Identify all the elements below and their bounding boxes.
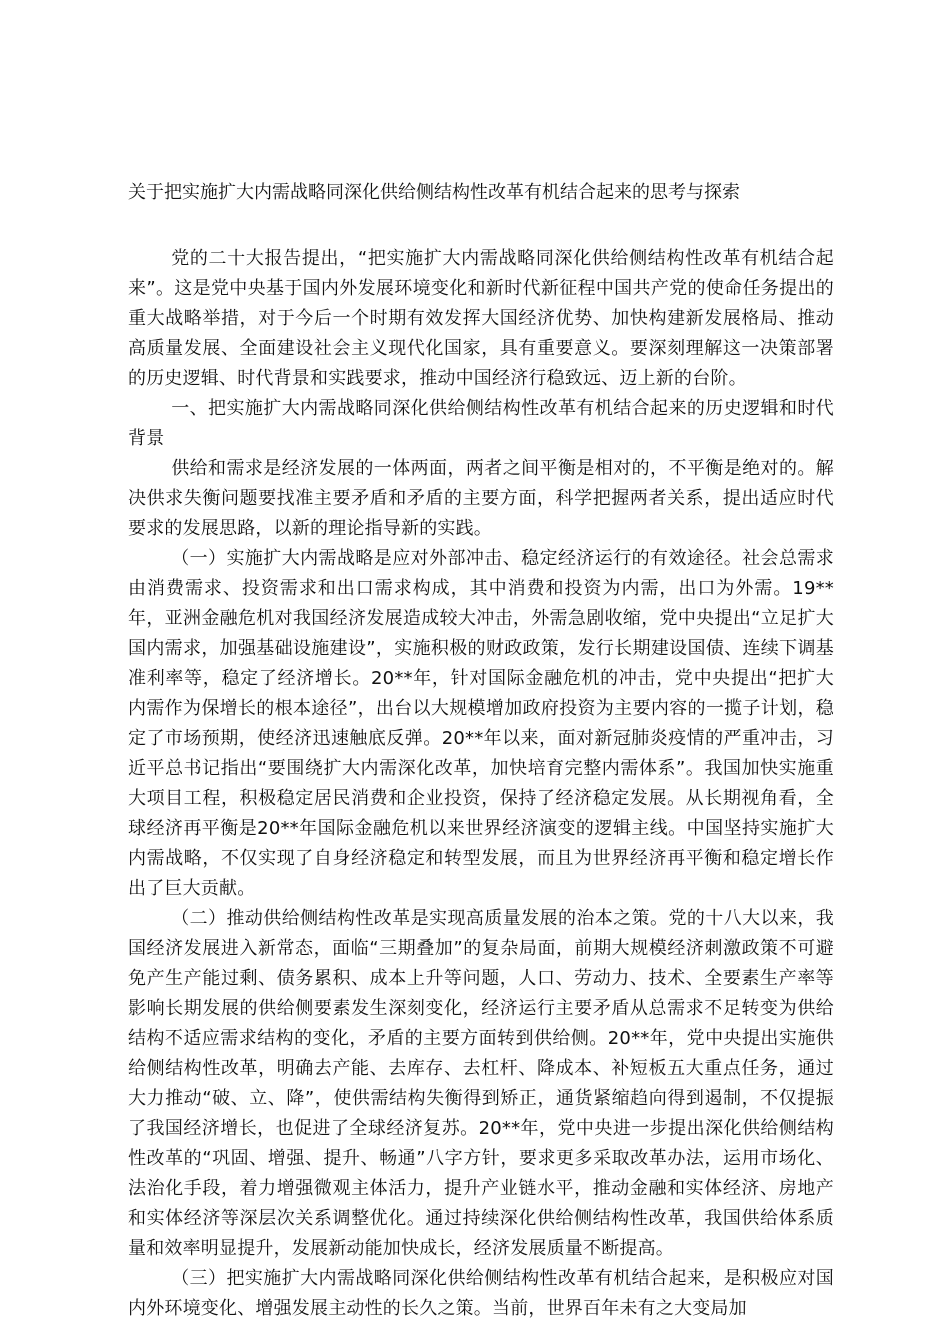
intro-paragraph: 党的二十大报告提出，“把实施扩大内需战略同深化供给侧结构性改革有机结合起来”。这是党中央基于国内外发展环境变化和新时代新征程中国共产党的使命任务提出的重大战略举措，对于今后一个时期有效发挥大国经济优势、加快构建新发展格局、推动高质量发展、全面建设社会主义现代化国家，具有重要意义。要深刻理解这一决策部署的历史逻辑、时代背景和实践要求，推动中国经济行稳致远、迈上新的台阶。 — [128, 248, 834, 389]
subsection-1-paragraph: （一）实施扩大内需战略是应对外部冲击、稳定经济运行的有效途径。社会总需求由消费需求、投资需求和出口需求构成，其中消费和投资为内需，出口为外需。19**年，亚洲金融危机对我国经济发展造成较大冲击，外需急剧收缩，党中央提出“立足扩大国内需求，加强基础设施建设”，实施积极的财政政策，发行长期建设国债、连续下调基准利率等，稳定了经济增长。20**年，针对国际金融危机的冲击，党中央提出“把扩大内需作为保增长的根本途径”，出台以大规模增加政府投资为主要内容的一揽子计划，稳定了市场预期，使经济迅速触底反弹。20**年以来，面对新冠肺炎疫情的严重冲击，习近平总书记指出“要围绕扩大内需深化改革，加快培育完整内需体系”。我国加快实施重大项目工程，积极稳定居民消费和企业投资，保持了经济稳定发展。从长期视角看，全球经济再平衡是20**年国际金融危机以来世界经济演变的逻辑主线。中国坚持实施扩大内需战略，不仅实现了自身经济稳定和转型发展，而且为世界经济再平衡和稳定增长作出了巨大贡献。 — [128, 548, 834, 899]
section-heading-1: 一、把实施扩大内需战略同深化供给侧结构性改革有机结合起来的历史逻辑和时代背景 — [128, 398, 834, 449]
section-1-paragraph: 供给和需求是经济发展的一体两面，两者之间平衡是相对的，不平衡是绝对的。解决供求失衡问题要找准主要矛盾和矛盾的主要方面，科学把握两者关系，提出适应时代要求的发展思路，以新的理论指导新的实践。 — [128, 458, 834, 539]
document-content — [128, 178, 834, 1324]
document-title: 关于把实施扩大内需战略同深化供给侧结构性改革有机结合起来的思考与探索 — [128, 182, 740, 203]
document-body — [128, 244, 834, 1324]
subsection-3-paragraph: （三）把实施扩大内需战略同深化供给侧结构性改革有机结合起来，是积极应对国内外环境变化、增强发展主动性的长久之策。当前，世界百年未有之大变局加 — [128, 1268, 834, 1319]
subsection-2-paragraph: （二）推动供给侧结构性改革是实现高质量发展的治本之策。党的十八大以来，我国经济发展进入新常态，面临“三期叠加”的复杂局面，前期大规模经济刺激政策不可避免产生产能过剩、债务累积、成本上升等问题，人口、劳动力、技术、全要素生产率等影响长期发展的供给侧要素发生深刻变化，经济运行主要矛盾从总需求不足转变为供给结构不适应需求结构的变化，矛盾的主要方面转到供给侧。20**年，党中央提出实施供给侧结构性改革，明确去产能、去库存、去杠杆、降成本、补短板五大重点任务，通过大力推动“破、立、降”，使供需结构失衡得到矫正，通货紧缩趋向得到遏制，不仅提振了我国经济增长，也促进了全球经济复苏。20**年，党中央进一步提出深化供给侧结构性改革的“巩固、增强、提升、畅通”八字方针，要求更多采取改革办法，运用市场化、法治化手段，着力增强微观主体活力，提升产业链水平，推动金融和实体经济、房地产和实体经济等深层次关系调整优化。通过持续深化供给侧结构性改革，我国供给体系质量和效率明显提升，发展新动能加快成长，经济发展质量不断提高。 — [128, 908, 834, 1259]
